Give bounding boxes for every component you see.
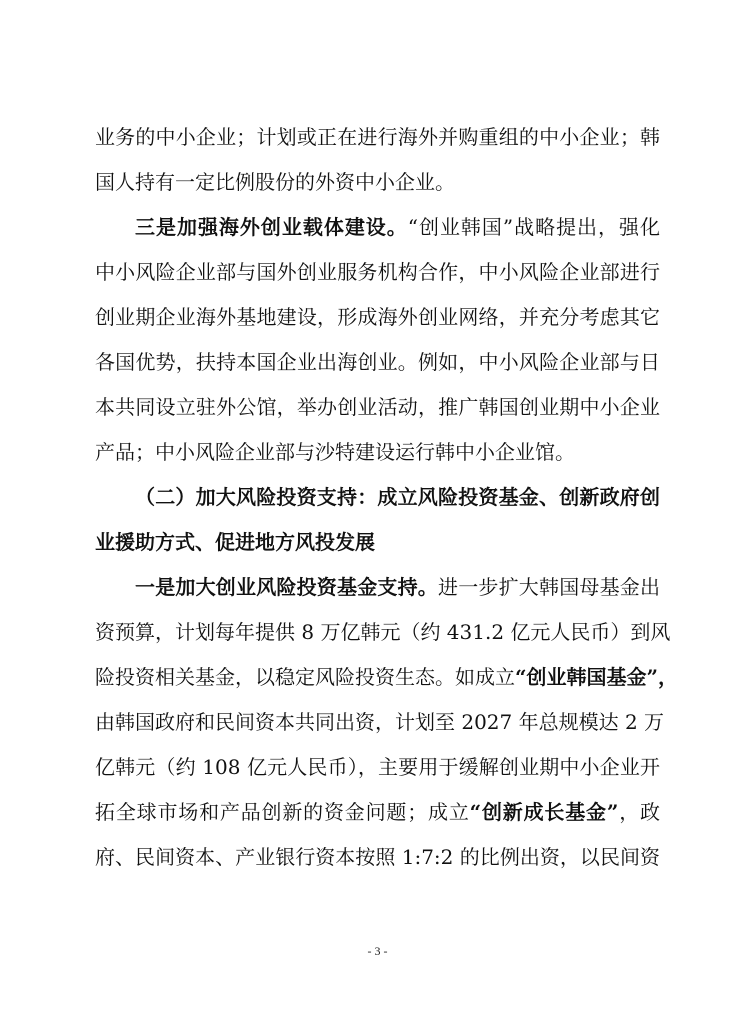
paragraph-line xyxy=(95,115,660,160)
line-text: 各国优势，扶持本国企业出海创业。例如，中小风险企业部与日 xyxy=(95,350,660,374)
line-text: 进一步扩大韩国母基金出 xyxy=(438,575,660,599)
paragraph-line xyxy=(95,340,660,385)
line-text: 亿韩元（约 108 亿元人民币），主要用于缓解创业期中小企业开 xyxy=(95,755,660,779)
paragraph-line xyxy=(95,205,660,250)
paragraph-line xyxy=(95,295,660,340)
line-text: “创业韩国”战略提出，强化 xyxy=(407,215,660,239)
paragraph-line xyxy=(95,700,665,745)
page-number: - 3 - xyxy=(367,944,388,958)
paragraph-line xyxy=(95,160,660,205)
paragraph-lead-bold: 一是加大创业风险投资基金支持。 xyxy=(135,575,438,599)
section-heading: （二）加大风险投资支持：成立风险投资基金、创新政府创 xyxy=(135,485,660,509)
paragraph-line xyxy=(95,385,660,430)
line-text-tail: ，政 xyxy=(618,800,661,824)
paragraph-lead-bold: 三是加强海外创业载体建设。 xyxy=(135,215,408,239)
paragraph-line xyxy=(95,790,660,835)
line-text: 国人持有一定比例股份的外资中小企业。 xyxy=(95,170,455,194)
section-heading-line xyxy=(95,475,660,520)
paragraph-line xyxy=(95,430,660,475)
fund-name-bold: “创新成长基金” xyxy=(469,800,619,824)
section-heading: 业援助方式、促进地方风投发展 xyxy=(95,530,375,554)
line-text: 产品；中小风险企业部与沙特建设运行韩中小企业馆。 xyxy=(95,440,575,464)
paragraph-line xyxy=(95,745,660,790)
line-text: 中小风险企业部与国外创业服务机构合作，中小风险企业部进行 xyxy=(95,260,660,284)
line-text: 由韩国政府和民间资本共同出资，计划至 2027 年总规模达 2 万 xyxy=(95,710,665,734)
paragraph-line xyxy=(95,250,660,295)
line-text: 险投资相关基金，以稳定风险投资生态。如成立 xyxy=(95,665,515,689)
paragraph-line xyxy=(95,835,660,880)
paragraph-line xyxy=(95,565,660,610)
line-text: 拓全球市场和产品创新的资金问题；成立 xyxy=(95,800,470,824)
section-heading-line xyxy=(95,520,660,565)
fund-name-bold: “创业韩国基金”， xyxy=(515,665,679,689)
line-text: 业务的中小企业；计划或正在进行海外并购重组的中小企业；韩 xyxy=(95,125,660,149)
paragraph-line xyxy=(95,655,679,700)
line-text: 本共同设立驻外公馆，举办创业活动，推广韩国创业期中小企业 xyxy=(95,395,660,419)
paragraph-line xyxy=(95,610,671,655)
body-text xyxy=(95,115,679,880)
line-text: 府、民间资本、产业银行资本按照 1:7:2 的比例出资，以民间资 xyxy=(95,845,660,869)
line-text: 资预算，计划每年提供 8 万亿韩元（约 431.2 亿元人民币）到风 xyxy=(95,620,671,644)
line-text: 创业期企业海外基地建设，形成海外创业网络，并充分考虑其它 xyxy=(95,305,660,329)
